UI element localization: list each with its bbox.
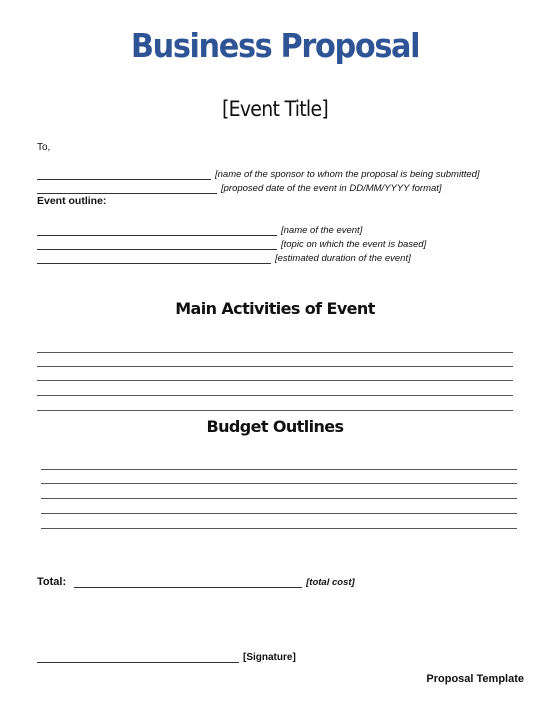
budget-line[interactable] [41, 498, 517, 499]
event-topic-row [37, 236, 426, 250]
to-label: To, [37, 142, 51, 153]
event-outline-label: Event outline: [37, 195, 107, 207]
document-title: Business Proposal [130, 26, 420, 65]
budget-heading: Budget Outlines [206, 417, 344, 436]
budget-line[interactable] [41, 513, 517, 514]
total-row [37, 574, 355, 588]
signature-row [37, 649, 296, 663]
budget-line[interactable] [41, 528, 517, 529]
sponsor-field-row [37, 166, 480, 180]
activity-line[interactable] [37, 410, 513, 411]
event-topic-hint: [topic on which the event is based] [281, 239, 427, 250]
sponsor-hint: [name of the sponsor to whom the proposal is being submitted] [215, 169, 480, 180]
main-activities-heading: Main Activities of Event [175, 299, 375, 318]
activity-line[interactable] [37, 380, 513, 381]
total-label: Total: [37, 576, 67, 588]
event-name-row [37, 222, 362, 236]
budget-line[interactable] [41, 469, 517, 470]
signature-blank-line[interactable] [37, 662, 239, 663]
date-hint: [proposed date of the event in DD/MM/YYYY format] [221, 183, 442, 194]
total-blank-line[interactable] [74, 587, 302, 588]
total-hint: [total cost] [306, 577, 355, 588]
event-name-hint: [name of the event] [281, 225, 363, 236]
date-field-row [37, 180, 442, 194]
event-duration-row [37, 250, 411, 264]
budget-line[interactable] [41, 483, 517, 484]
activity-line[interactable] [37, 352, 513, 353]
signature-hint: [Signature] [243, 652, 296, 663]
event-title: [Event Title] [221, 97, 329, 121]
activity-line[interactable] [37, 395, 513, 396]
date-blank-line[interactable] [37, 193, 217, 194]
activity-line[interactable] [37, 366, 513, 367]
event-duration-blank-line[interactable] [37, 263, 271, 264]
footer-label: Proposal Template [426, 673, 524, 685]
event-duration-hint: [estimated duration of the event] [275, 253, 411, 264]
